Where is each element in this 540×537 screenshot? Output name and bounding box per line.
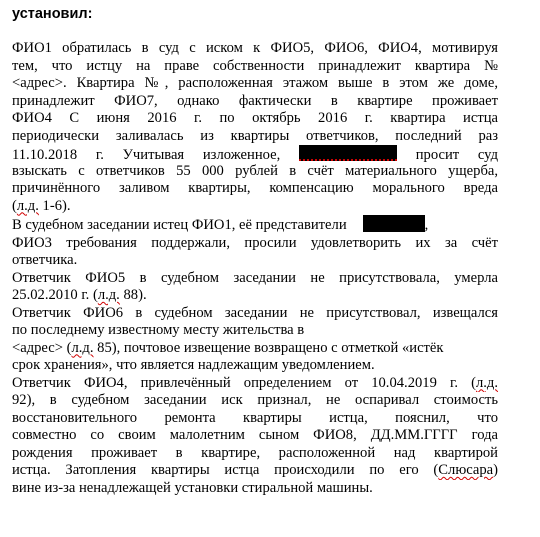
- paragraph-defendant-4: [12, 375, 498, 498]
- text-fragment: <адрес> (: [12, 339, 72, 356]
- text-line: Ответчик ФИО6 в судебном заседании не присутствовал, извещался: [12, 304, 498, 321]
- spellcheck-word: л.д.: [16, 197, 39, 214]
- text-line: <адрес>. Квартира №, расположенная этажом выше в этом же доме,: [12, 75, 498, 91]
- text-fragment: 11.10.2018 г. Учитывая изложенное,: [12, 147, 281, 163]
- text-fragment: 88).: [119, 287, 147, 303]
- text-line: тем, что истцу на праве собственности принадлежит квартира №: [12, 57, 498, 74]
- text-fragment: 85), почтовое извещение возвращено с отметкой «истёк: [93, 339, 444, 356]
- spellcheck-word: л.д.: [475, 374, 498, 391]
- text-line: ФИО3 требования поддержали, просили удовлетворить их за счёт: [12, 234, 498, 251]
- text-line: принадлежит ФИО7, однако фактически в квартире проживает: [12, 92, 498, 109]
- text-line: [12, 287, 498, 305]
- text-line: срок хранения», что является надлежащим уведомлением.: [12, 357, 375, 373]
- text-line: рождения проживает в квартире, расположенной над квартирой: [12, 444, 498, 461]
- redaction-block: [363, 215, 425, 232]
- text-fragment: истца. Затопления квартиры истца происходили по его (: [12, 462, 439, 478]
- text-line: [12, 215, 498, 235]
- text-line: вине из-за ненадлежащей установки стиральной машины.: [12, 479, 373, 496]
- paragraph-defendant-6: [12, 305, 498, 375]
- text-line: [12, 462, 498, 480]
- section-heading: установил:: [12, 6, 93, 22]
- text-line: причинённого заливом квартиры, компенсацию морального вреда: [12, 180, 498, 196]
- text-line: совместно со своим малолетним сыном ФИО8, ДД.ММ.ГГГГ года: [12, 427, 498, 443]
- text-line: Ответчик ФИО5 в судебном заседании не присутствовала, умерла: [12, 269, 498, 286]
- text-line: ФИО4 С июня 2016 г. по октябрь 2016 г. квартира истца: [12, 110, 498, 126]
- text-line: ответчика.: [12, 252, 78, 268]
- text-line: [12, 198, 498, 216]
- text-line: [12, 145, 498, 163]
- text-line: по последнему известному месту жительства в: [12, 322, 305, 338]
- text-line: периодически заливалась из квартиры ответчиков, последний раз: [12, 127, 498, 144]
- text-fragment: просит суд: [415, 147, 498, 163]
- document-body: [12, 6, 498, 497]
- text-line: 92), в судебном заседании иск признал, не оспаривал стоимость: [12, 392, 498, 408]
- text-line: [12, 375, 498, 393]
- text-line: восстановительного ремонта квартиры истца, пояснил, что: [12, 409, 498, 426]
- text-line: взыскать с ответчиков 55 000 рублей в счёт материального ущерба,: [12, 162, 498, 179]
- text-fragment: ): [493, 462, 498, 478]
- text-line: [12, 340, 498, 358]
- text-fragment: Ответчик ФИО4, привлечённый определением от 10.04.2019 г. (: [12, 374, 476, 391]
- spellcheck-word: Слюсара: [438, 462, 494, 478]
- paragraph-defendant-5: [12, 270, 498, 305]
- paragraph-hearing: [12, 215, 498, 270]
- text-fragment: В судебном заседании истец ФИО1, её представители: [12, 217, 347, 233]
- spellcheck-word: л.д.: [71, 339, 94, 356]
- text-fragment: (: [12, 197, 17, 214]
- text-line: ФИО1 обратилась в суд с иском к ФИО5, ФИО6, ФИО4, мотивируя: [12, 40, 498, 56]
- paragraph-claim: [12, 40, 498, 215]
- spellcheck-word: л.д.: [97, 287, 120, 303]
- text-fragment: 1-6).: [38, 197, 71, 214]
- text-fragment: 25.02.2010 г. (: [12, 287, 98, 303]
- redaction-block: [299, 145, 397, 161]
- text-fragment: ,: [424, 217, 429, 233]
